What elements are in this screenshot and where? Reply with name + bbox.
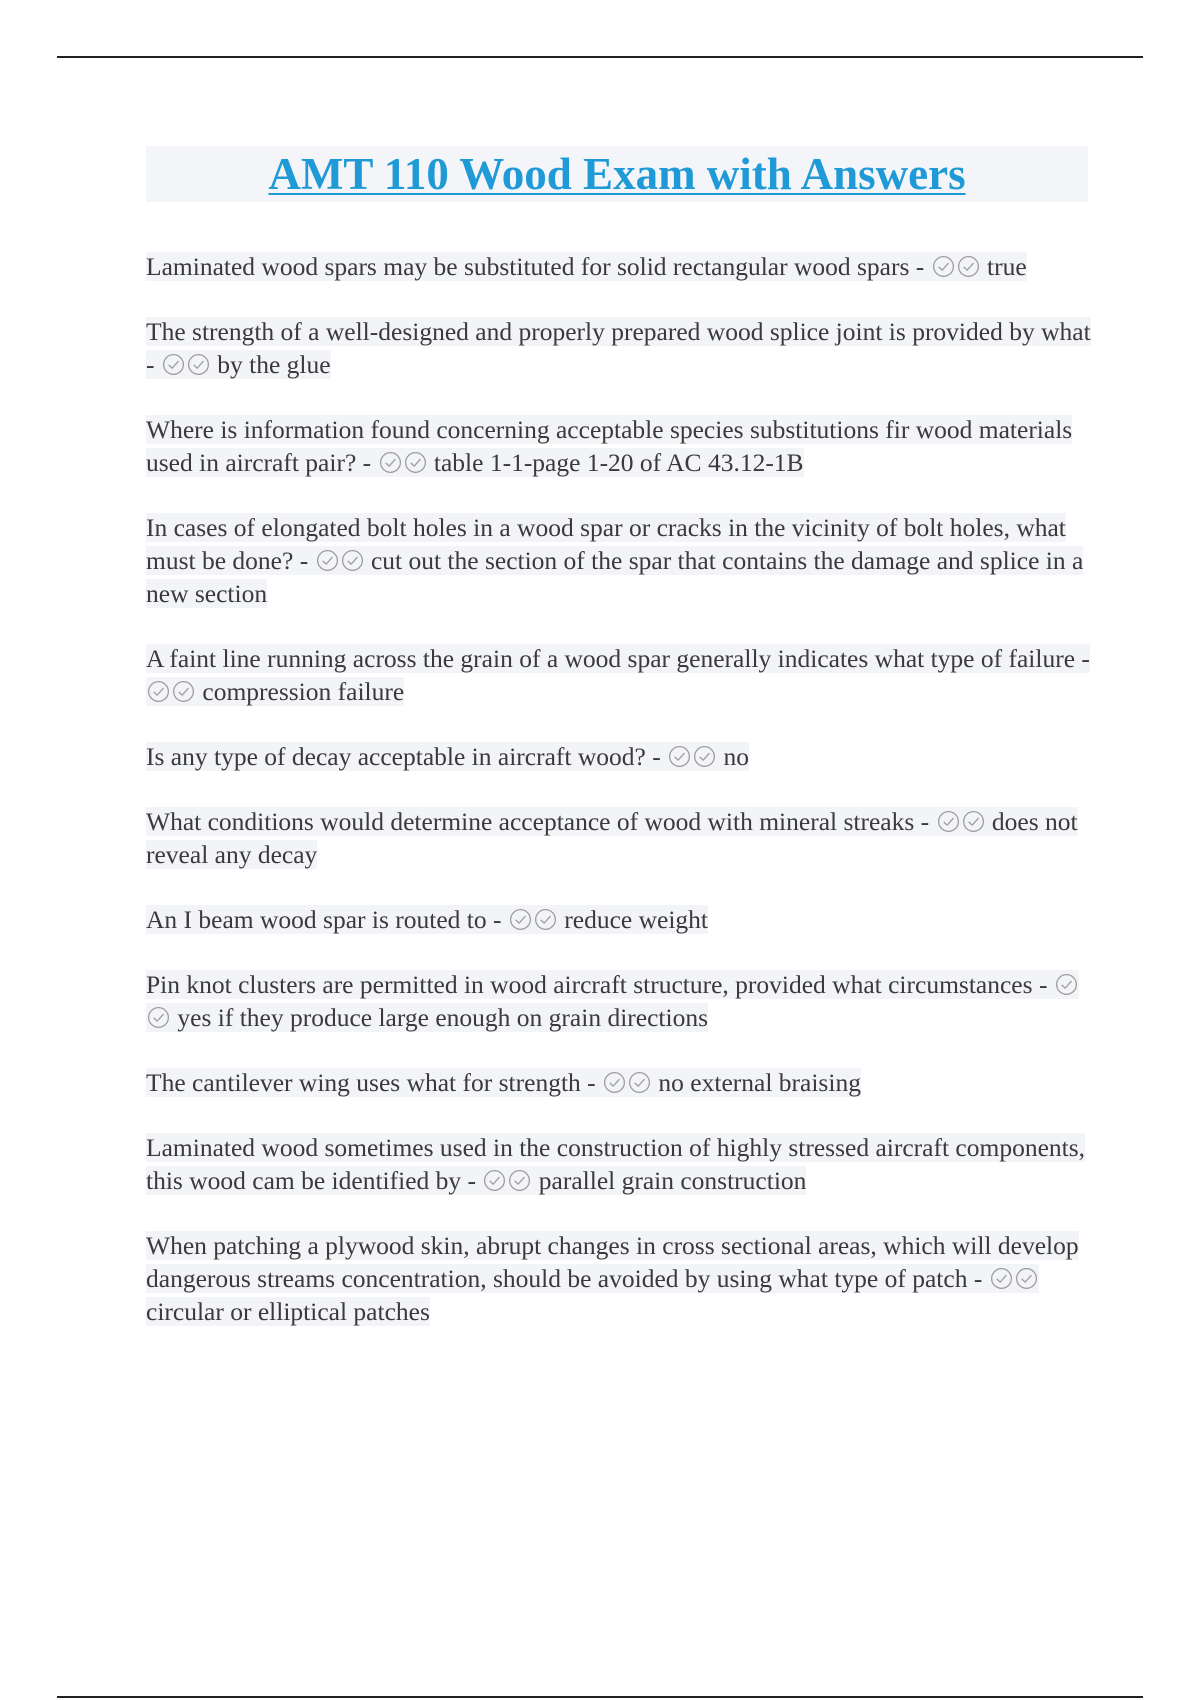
qa-list [146, 250, 1096, 1360]
top-rule [57, 56, 1143, 58]
question-text: The strength of a well-designed and properly prepared wood splice joint is provided by what [146, 317, 1091, 346]
answer-marker [667, 742, 717, 771]
qa-item [146, 968, 1096, 1034]
separator: - [461, 1166, 483, 1195]
question-text: Where is information found concerning acceptable species substitutions fir wood materials used in aircraft pair? [146, 415, 1073, 477]
answer-text: cut out the section of the spar that contains the damage and splice in a new section [146, 546, 1084, 608]
qa-highlight [146, 970, 1079, 1032]
answer-marker [989, 1264, 1039, 1293]
separator: - [1075, 644, 1090, 673]
qa-item [146, 511, 1096, 610]
separator: - [146, 350, 161, 379]
separator: - [356, 448, 378, 477]
qa-highlight [146, 513, 1083, 608]
qa-highlight [146, 1133, 1085, 1195]
question-text: Pin knot clusters are permitted in wood aircraft structure, provided what circumstances [146, 970, 1033, 999]
question-text: In cases of elongated bolt holes in a wood spar or cracks in the vicinity of bolt holes, what must be done? [146, 513, 1066, 575]
qa-item [146, 1131, 1096, 1197]
check-circle-icon [483, 1169, 506, 1192]
answer-text: does not reveal any decay [146, 807, 1078, 869]
answer-marker [482, 1166, 532, 1195]
question-text: What conditions would determine acceptance of wood with mineral streaks [146, 807, 915, 836]
check-circle-icon [172, 680, 195, 703]
answer-marker [602, 1068, 652, 1097]
qa-highlight [146, 742, 749, 771]
question-text: Laminated wood sometimes used in the construction of highly stressed aircraft components, this wood cam be identified by [146, 1133, 1086, 1195]
qa-highlight [146, 905, 708, 934]
answer-text: by the glue [217, 350, 331, 379]
separator: - [967, 1264, 989, 1293]
question-text: An I beam wood spar is routed to [146, 905, 487, 934]
separator: - [914, 807, 936, 836]
question-text: When patching a plywood skin, abrupt changes in cross sectional areas, which will develop dangerous streams concentration, should be avoided by using what type of patch [146, 1231, 1079, 1293]
qa-highlight [146, 415, 1072, 477]
answer-text: no external braising [658, 1068, 861, 1097]
check-circle-icon [990, 1267, 1013, 1290]
answer-text: true [987, 252, 1027, 281]
separator: - [645, 742, 668, 771]
qa-item [146, 903, 1096, 936]
check-circle-icon [693, 745, 716, 768]
check-circle-icon [341, 549, 364, 572]
qa-item [146, 250, 1096, 283]
qa-item [146, 315, 1096, 381]
answer-text: yes if they produce large enough on grain directions [177, 1003, 708, 1032]
check-circle-icon [603, 1071, 626, 1094]
qa-highlight [146, 644, 1090, 706]
answer-text: reduce weight [564, 905, 708, 934]
check-circle-icon [509, 908, 532, 931]
qa-highlight [146, 807, 1078, 869]
answer-text: circular or elliptical patches [146, 1297, 430, 1326]
answer-marker [378, 448, 428, 477]
qa-highlight [146, 1231, 1079, 1326]
qa-item [146, 642, 1096, 708]
bottom-rule [57, 1696, 1143, 1698]
title-band [146, 146, 1088, 202]
qa-item [146, 740, 1096, 773]
separator: - [909, 252, 931, 281]
check-circle-icon [147, 1006, 170, 1029]
separator: - [486, 905, 508, 934]
check-circle-icon [508, 1169, 531, 1192]
check-circle-icon [668, 745, 691, 768]
answer-marker [161, 350, 211, 379]
qa-item [146, 1229, 1096, 1328]
qa-item [146, 805, 1096, 871]
qa-highlight [146, 317, 1091, 379]
separator: - [293, 546, 315, 575]
answer-text: no [723, 742, 749, 771]
question-text: The cantilever wing uses what for strength [146, 1068, 581, 1097]
answer-text: compression failure [202, 677, 405, 706]
check-circle-icon [962, 810, 985, 833]
check-circle-icon [147, 680, 170, 703]
qa-item [146, 413, 1096, 479]
check-circle-icon [379, 451, 402, 474]
check-circle-icon [1015, 1267, 1038, 1290]
check-circle-icon [932, 255, 955, 278]
check-circle-icon [316, 549, 339, 572]
separator: - [580, 1068, 603, 1097]
separator: - [1032, 970, 1054, 999]
check-circle-icon [162, 353, 185, 376]
check-circle-icon [1055, 973, 1078, 996]
check-circle-icon [957, 255, 980, 278]
check-circle-icon [404, 451, 427, 474]
answer-marker [315, 546, 365, 575]
check-circle-icon [628, 1071, 651, 1094]
answer-text: parallel grain construction [538, 1166, 807, 1195]
answer-marker [146, 677, 196, 706]
check-circle-icon [534, 908, 557, 931]
answer-text: table 1-1-page 1-20 of AC 43.12-1B [433, 448, 804, 477]
qa-highlight [146, 252, 1027, 281]
answer-marker [931, 252, 981, 281]
answer-marker [508, 905, 558, 934]
answer-marker [936, 807, 986, 836]
check-circle-icon [937, 810, 960, 833]
question-text: Is any type of decay acceptable in aircraft wood? [146, 742, 646, 771]
page-title: AMT 110 Wood Exam with Answers [268, 149, 966, 199]
qa-highlight [146, 1068, 861, 1097]
qa-item [146, 1066, 1096, 1099]
question-text: Laminated wood spars may be substituted for solid rectangular wood spars [146, 252, 910, 281]
question-text: A faint line running across the grain of a wood spar generally indicates what type of failure [146, 644, 1076, 673]
check-circle-icon [187, 353, 210, 376]
